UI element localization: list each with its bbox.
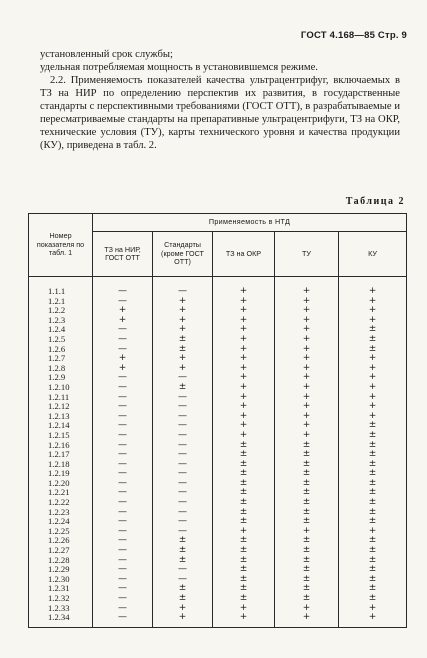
table-row [29,354,407,364]
row-number: 1.2.25 [29,527,93,537]
table-row [29,584,407,594]
tz-okr-cell: ± [213,594,275,604]
standards-cell: + [153,306,213,316]
ku-cell: ± [339,556,407,566]
standards-cell: + [153,297,213,307]
row-number: 1.2.28 [29,556,93,566]
table-row [29,345,407,355]
tz-okr-cell: ± [213,575,275,585]
table-row [29,306,407,316]
tz-okr-cell: + [213,354,275,364]
row-number: 1.2.29 [29,565,93,575]
col-header-tz-okr: ТЗ на ОКР [213,232,275,277]
table-row [29,460,407,470]
tz-okr-cell: + [213,604,275,614]
ku-cell: ± [339,460,407,470]
ku-cell: + [339,373,407,383]
standards-cell: — [153,402,213,412]
tz-okr-cell: ± [213,565,275,575]
standards-cell: + [153,316,213,326]
row-number: 1.2.7 [29,354,93,364]
tz-nir-cell: — [93,584,153,594]
tu-cell: ± [275,469,339,479]
row-number: 1.2.16 [29,441,93,451]
standards-cell: ± [153,556,213,566]
tu-cell: + [275,613,339,627]
table-row [29,364,407,374]
tz-nir-cell: — [93,604,153,614]
tz-nir-cell: — [93,556,153,566]
col-header-tz-nir: ТЗ на НИР, ГОСТ ОТТ [93,232,153,277]
tu-cell: + [275,373,339,383]
tz-okr-cell: ± [213,546,275,556]
row-number: 1.2.13 [29,412,93,422]
ku-cell: ± [339,517,407,527]
ku-cell: + [339,277,407,297]
row-number: 1.2.20 [29,479,93,489]
tz-nir-cell: — [93,421,153,431]
standards-cell: — [153,373,213,383]
row-number: 1.2.30 [29,575,93,585]
table-row [29,527,407,537]
row-number: 1.2.19 [29,469,93,479]
tz-okr-cell: ± [213,488,275,498]
ku-cell: ± [339,421,407,431]
tz-okr-cell: ± [213,517,275,527]
ku-cell: + [339,354,407,364]
tu-cell: ± [275,488,339,498]
tz-nir-cell: — [93,460,153,470]
tz-okr-cell: ± [213,498,275,508]
tz-okr-cell: + [213,277,275,297]
standards-cell: — [153,421,213,431]
ku-cell: + [339,316,407,326]
tz-okr-cell: + [213,297,275,307]
standards-cell: — [153,565,213,575]
standards-cell: ± [153,536,213,546]
row-number: 1.2.31 [29,584,93,594]
tz-okr-cell: + [213,393,275,403]
tu-cell: + [275,354,339,364]
standards-cell: + [153,613,213,627]
row-number: 1.2.5 [29,335,93,345]
tu-cell: + [275,393,339,403]
tu-cell: ± [275,584,339,594]
standards-cell: — [153,508,213,518]
tz-nir-cell: — [93,613,153,627]
tz-nir-cell: — [93,383,153,393]
table-row [29,325,407,335]
standards-cell: — [153,393,213,403]
tu-cell: + [275,527,339,537]
table-row [29,441,407,451]
standards-cell: — [153,488,213,498]
paragraph-2: удельная потребляемая мощность в установившемся режиме. [40,62,318,73]
tz-okr-cell: ± [213,508,275,518]
table-row [29,373,407,383]
tz-nir-cell: — [93,393,153,403]
table-row [29,613,407,627]
ku-cell: + [339,402,407,412]
standards-cell: + [153,604,213,614]
standards-cell: — [153,575,213,585]
row-number: 1.2.11 [29,393,93,403]
table-row [29,469,407,479]
tu-cell: + [275,306,339,316]
table-row [29,565,407,575]
standards-cell: ± [153,345,213,355]
tz-okr-cell: + [213,373,275,383]
tz-nir-cell: — [93,431,153,441]
row-number: 1.2.1 [29,297,93,307]
tu-cell: + [275,316,339,326]
ku-cell: ± [339,508,407,518]
tz-nir-cell: — [93,469,153,479]
tu-cell: ± [275,498,339,508]
tu-cell: + [275,412,339,422]
table-row [29,536,407,546]
ku-cell: ± [339,488,407,498]
table-row [29,508,407,518]
tz-nir-cell: — [93,565,153,575]
tz-nir-cell: — [93,498,153,508]
row-number: 1.2.21 [29,488,93,498]
ku-cell: ± [339,546,407,556]
standards-cell: — [153,441,213,451]
tu-cell: ± [275,508,339,518]
standards-cell: — [153,469,213,479]
table-row [29,431,407,441]
tu-cell: ± [275,565,339,575]
tu-cell: ± [275,536,339,546]
ku-cell: ± [339,584,407,594]
table-row [29,517,407,527]
tu-cell: + [275,277,339,297]
ku-cell: + [339,364,407,374]
ku-cell: ± [339,325,407,335]
standards-cell: ± [153,335,213,345]
table-body [29,277,407,628]
tz-okr-cell: + [213,345,275,355]
tz-okr-cell: ± [213,450,275,460]
paragraph-1: установленный срок службы; [40,49,173,60]
standards-cell: — [153,277,213,297]
row-number: 1.2.33 [29,604,93,614]
standards-cell: — [153,498,213,508]
tz-okr-cell: ± [213,469,275,479]
tz-okr-cell: + [213,527,275,537]
tu-cell: ± [275,441,339,451]
ku-cell: ± [339,536,407,546]
row-number: 1.2.12 [29,402,93,412]
page-header: ГОСТ 4.168—85 Стр. 9 [300,30,407,41]
table-row [29,335,407,345]
tu-cell: ± [275,460,339,470]
table-row [29,450,407,460]
table-row [29,604,407,614]
tu-cell: ± [275,479,339,489]
table-row [29,316,407,326]
ku-cell: + [339,604,407,614]
ku-cell: + [339,393,407,403]
row-number: 1.1.1 [29,277,93,297]
col-header-standards: Стандарты (кроме ГОСТ ОТТ) [153,232,213,277]
tz-okr-cell: + [213,316,275,326]
tz-okr-cell: + [213,402,275,412]
standards-cell: — [153,450,213,460]
table-row [29,383,407,393]
tz-nir-cell: — [93,527,153,537]
tz-okr-cell: + [213,421,275,431]
col-header-tu: ТУ [275,232,339,277]
ku-cell: ± [339,469,407,479]
tz-nir-cell: — [93,325,153,335]
table-row [29,556,407,566]
standards-cell: + [153,354,213,364]
tz-okr-cell: + [213,412,275,422]
tz-nir-cell: — [93,402,153,412]
tz-okr-cell: ± [213,460,275,470]
ku-cell: ± [339,335,407,345]
row-number: 1.2.6 [29,345,93,355]
standards-cell: — [153,517,213,527]
table-row [29,498,407,508]
tu-cell: + [275,364,339,374]
tz-okr-cell: + [213,325,275,335]
table-row [29,546,407,556]
tu-cell: ± [275,517,339,527]
tu-cell: ± [275,450,339,460]
tu-cell: ± [275,556,339,566]
tz-nir-cell: — [93,517,153,527]
row-number: 1.2.8 [29,364,93,374]
standards-cell: — [153,479,213,489]
table-caption: Таблица 2 [345,196,405,207]
table-row [29,402,407,412]
tu-cell: + [275,325,339,335]
table-row [29,594,407,604]
tz-okr-cell: + [213,306,275,316]
tu-cell: + [275,421,339,431]
body-text [40,48,400,152]
tz-nir-cell: — [93,412,153,422]
ku-cell: + [339,412,407,422]
group-header: Применяемость в НТД [93,214,407,232]
row-number: 1.2.15 [29,431,93,441]
table-row [29,479,407,489]
row-number: 1.2.10 [29,383,93,393]
tz-okr-cell: + [213,431,275,441]
tu-cell: + [275,297,339,307]
col-header-ku: КУ [339,232,407,277]
tz-nir-cell: — [93,508,153,518]
applicability-table [28,213,407,628]
standards-cell: — [153,460,213,470]
row-number: 1.2.26 [29,536,93,546]
row-number: 1.2.23 [29,508,93,518]
table-row [29,488,407,498]
tz-nir-cell: + [93,364,153,374]
row-number: 1.2.34 [29,613,93,627]
ku-cell: ± [339,565,407,575]
tz-nir-cell: — [93,488,153,498]
tz-nir-cell: — [93,441,153,451]
row-number: 1.2.18 [29,460,93,470]
table-row [29,277,407,297]
row-number: 1.2.14 [29,421,93,431]
row-number: 1.2.27 [29,546,93,556]
row-number: 1.2.24 [29,517,93,527]
tz-okr-cell: + [213,335,275,345]
tz-nir-cell: — [93,345,153,355]
row-number: 1.2.2 [29,306,93,316]
ku-cell: + [339,527,407,537]
tz-okr-cell: + [213,613,275,627]
tu-cell: + [275,335,339,345]
tz-nir-cell: — [93,297,153,307]
tu-cell: ± [275,594,339,604]
table-row [29,421,407,431]
row-number: 1.2.22 [29,498,93,508]
tz-okr-cell: + [213,364,275,374]
ku-cell: ± [339,498,407,508]
ku-cell: + [339,306,407,316]
standards-cell: ± [153,594,213,604]
tz-nir-cell: — [93,536,153,546]
tu-cell: + [275,383,339,393]
standards-cell: — [153,431,213,441]
table-row [29,393,407,403]
tz-nir-cell: — [93,335,153,345]
standards-cell: — [153,412,213,422]
tz-okr-cell: ± [213,584,275,594]
tz-nir-cell: — [93,277,153,297]
ku-cell: + [339,297,407,307]
tz-okr-cell: ± [213,479,275,489]
tz-okr-cell: ± [213,536,275,546]
standards-cell: — [153,527,213,537]
paragraph-3: 2.2. Применяемость показателей качества ультрацентрифуг, включаемых в ТЗ на НИР по определению перспектив их развития, в государственные стандарты с перспективными требованиями (ГОСТ ОТТ), в разрабатываемые и пересматриваемые стандарты на препаративные ультрацентрифуги, ТЗ на ОКР, технические условия (ТУ), карты технического уровня и качества продукции (КУ), приведена в табл. 2. [40,75,400,151]
row-number: 1.2.9 [29,373,93,383]
tu-cell: + [275,431,339,441]
tu-cell: + [275,604,339,614]
ku-cell: ± [339,479,407,489]
col-header-number: Номер показателя по табл. 1 [29,214,93,277]
standards-cell: ± [153,383,213,393]
table-row [29,412,407,422]
tu-cell: ± [275,546,339,556]
ku-cell: ± [339,431,407,441]
ku-cell: + [339,383,407,393]
standards-cell: ± [153,584,213,594]
row-number: 1.2.32 [29,594,93,604]
ku-cell: + [339,613,407,627]
tz-nir-cell: — [93,594,153,604]
ku-cell: ± [339,594,407,604]
row-number: 1.2.3 [29,316,93,326]
table-row [29,297,407,307]
tz-nir-cell: + [93,306,153,316]
tz-nir-cell: + [93,354,153,364]
standards-cell: + [153,364,213,374]
ku-cell: ± [339,575,407,585]
tz-nir-cell: — [93,479,153,489]
tu-cell: + [275,345,339,355]
ku-cell: ± [339,450,407,460]
tz-okr-cell: + [213,383,275,393]
tz-nir-cell: — [93,546,153,556]
tz-nir-cell: + [93,316,153,326]
row-number: 1.2.17 [29,450,93,460]
ku-cell: ± [339,345,407,355]
ku-cell: ± [339,441,407,451]
tu-cell: + [275,402,339,412]
tz-okr-cell: ± [213,441,275,451]
row-number: 1.2.4 [29,325,93,335]
tz-nir-cell: — [93,575,153,585]
tz-nir-cell: — [93,450,153,460]
tu-cell: ± [275,575,339,585]
standards-cell: + [153,325,213,335]
tz-okr-cell: ± [213,556,275,566]
standards-cell: ± [153,546,213,556]
table-row [29,575,407,585]
tz-nir-cell: — [93,373,153,383]
